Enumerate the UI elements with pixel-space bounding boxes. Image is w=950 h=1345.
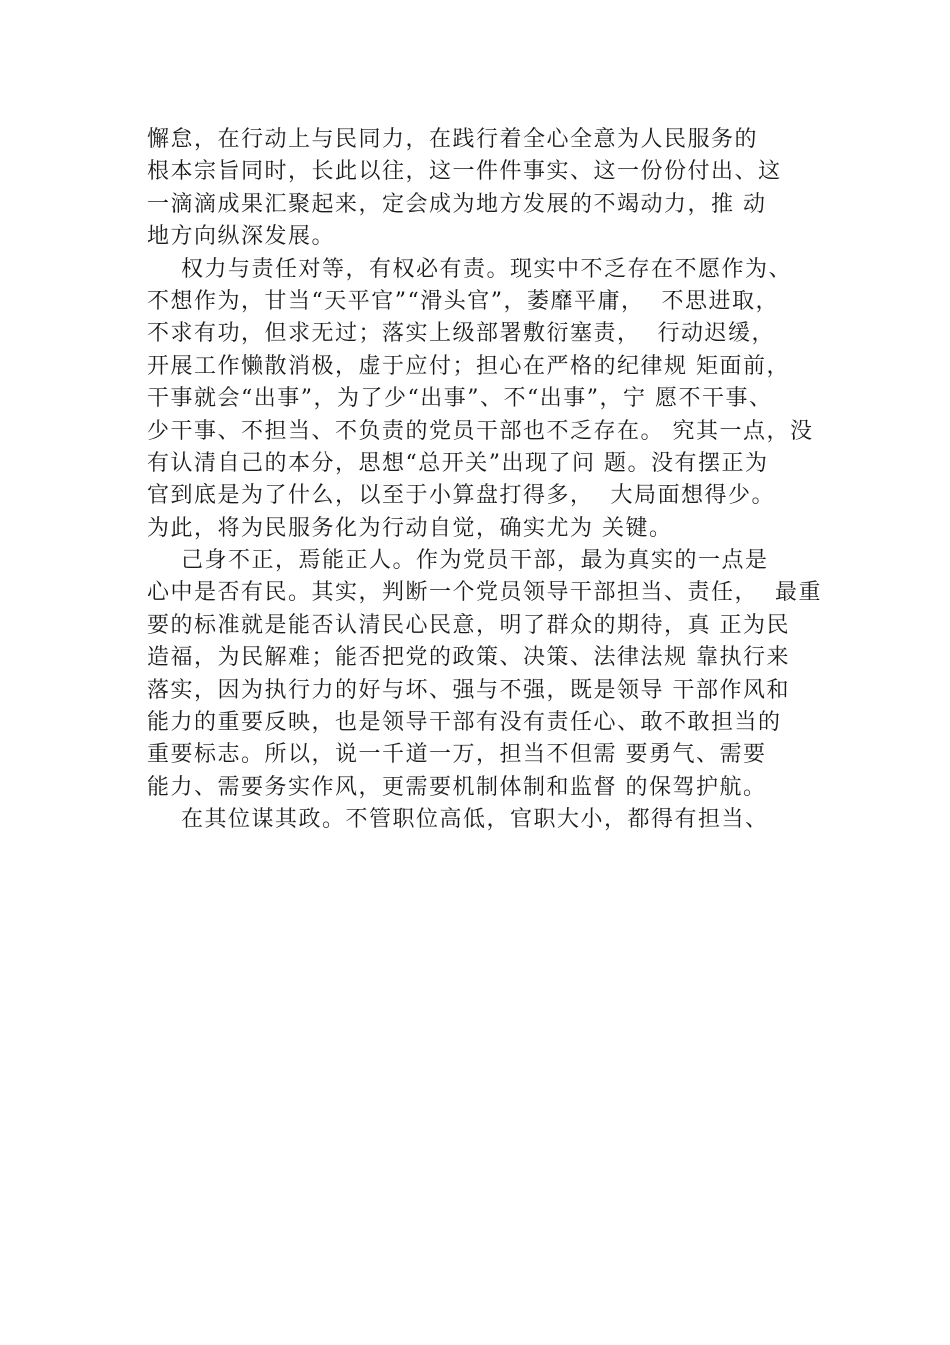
text-line: 能力的重要反映，也是领导干部有没有责任心、敢不敢担当的 [147,710,782,736]
text-line: 造福，为民解难；能否把党的政策、决策、法律法规 靠执行来 [147,645,790,671]
text-line: 不想作为，甘当“天平官”“滑头官”，萎靡平庸， 不思进取， [147,288,779,314]
text-line: 要的标准就是能否认清民心民意，明了群众的期待，真 正为民 [147,612,790,638]
text-line: 己身不正，焉能正人。作为党员干部，最为真实的一点是 [147,548,769,574]
text-line: 有认清自己的本分，思想“总开关”出现了问 题。没有摆正为 [147,450,769,476]
text-line: 为此，将为民服务化为行动自觉，确实尤为 关键。 [147,515,673,541]
body-text [147,124,837,837]
text-line: 少干事、不担当、不负责的党员干部也不乏存在。 究其一点，没 [147,418,814,444]
text-line: 地方向纵深发展。 [147,224,336,250]
text-line: 权力与责任对等，有权必有责。现实中不乏存在不愿作为、 [147,256,792,282]
text-line: 心中是否有民。其实，判断一个党员领导干部担当、责任， 最重 [147,580,822,606]
text-line: 落实，因为执行力的好与坏、强与不强，既是领导 干部作风和 [147,677,790,703]
text-line: 一滴滴成果汇聚起来，定会成为地方发展的不竭动力，推 动 [147,191,767,217]
text-line: 不求有功，但求无过；落实上级部署敷衍塞责， 行动迟缓， [147,321,775,347]
text-line: 重要标志。所以，说一千道一万，担当不但需 要勇气、需要 [147,742,767,768]
text-line: 干事就会“出事”，为了少“出事”、不“出事”，宁 愿不干事、 [147,386,773,412]
text-line: 根本宗旨同时，长此以往，这一件件事实、这一份份付出、这 [147,159,782,185]
text-line: 开展工作懒散消极，虚于应付；担心在严格的纪律规 矩面前， [147,353,790,379]
text-line: 能力、需要务实作风，更需要机制体制和监督 的保驾护航。 [147,774,767,800]
text-line: 懈怠，在行动上与民同力，在践行着全心全意为人民服务的 [147,127,759,152]
text-line: 官到底是为了什么，以至于小算盘打得多， 大局面想得少。 [147,483,775,509]
text-line: 在其位谋其政。不管职位高低，官职大小，都得有担当、 [147,807,769,833]
